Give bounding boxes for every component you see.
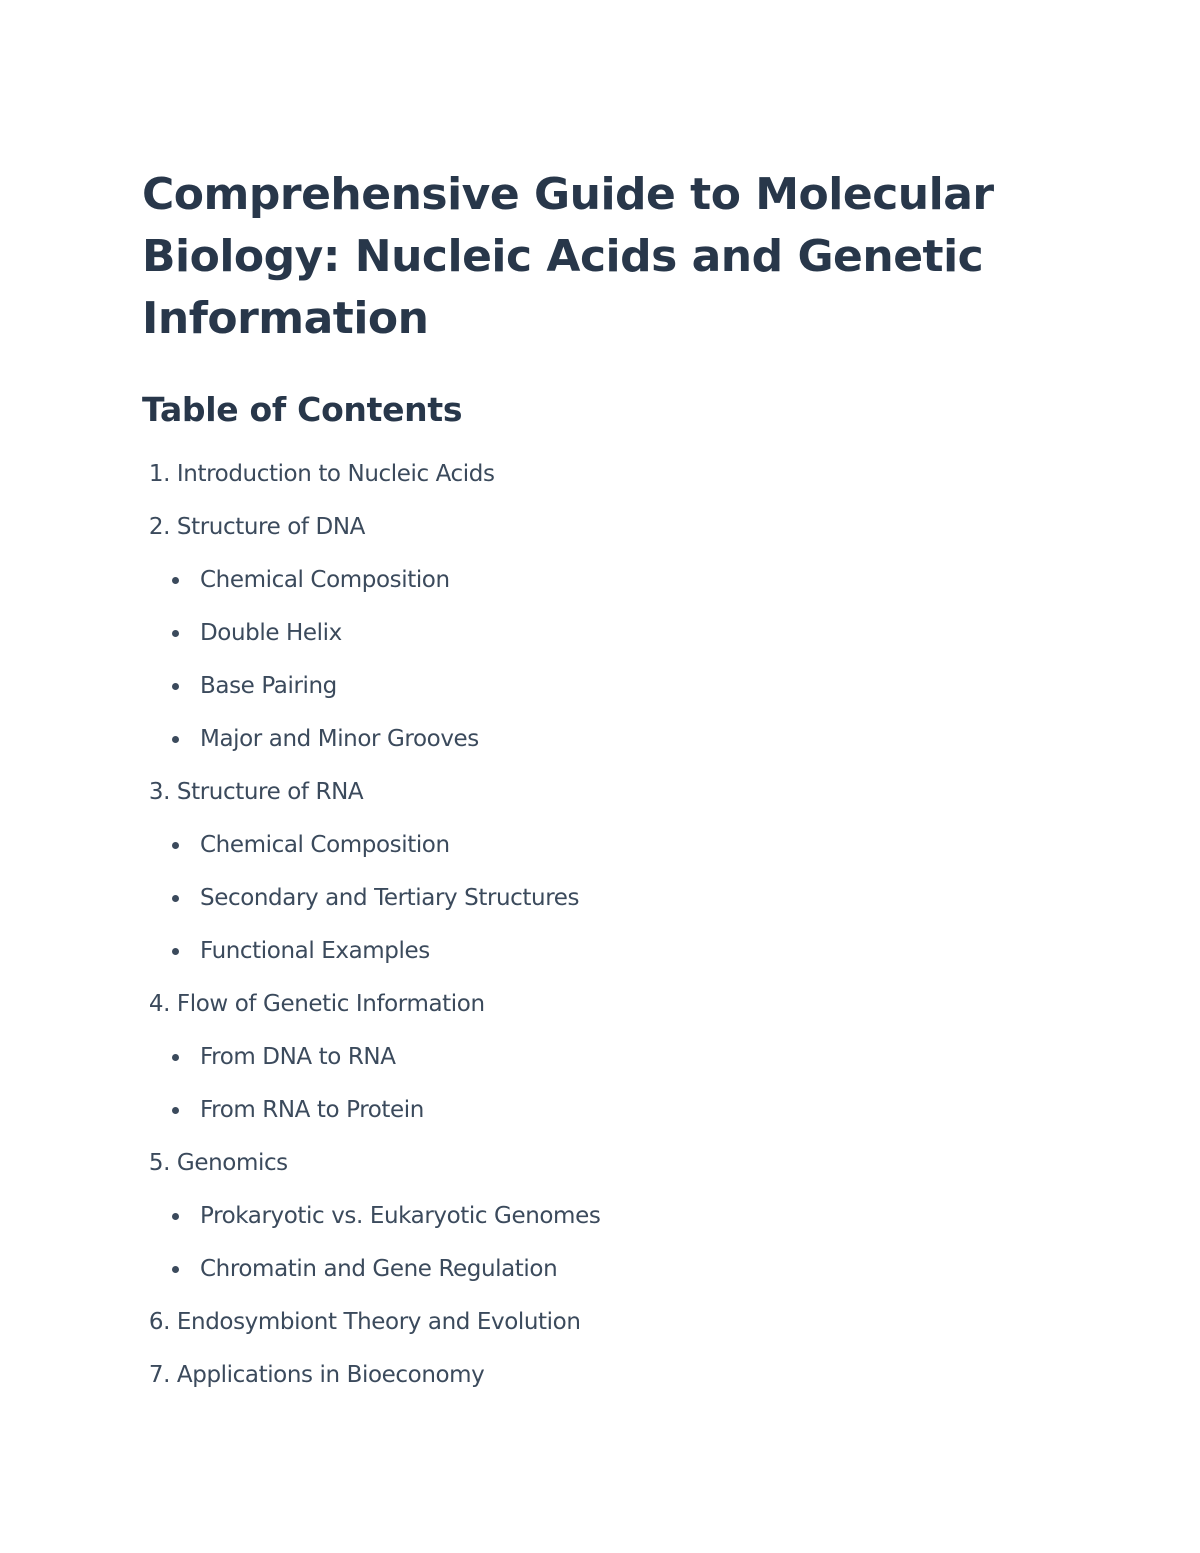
toc-entry-label: Introduction to Nucleic Acids: [176, 461, 495, 487]
bullet-icon: [172, 630, 179, 637]
bullet-icon: [172, 842, 179, 849]
toc-entry-number: 6.: [148, 1309, 170, 1335]
toc-heading: Table of Contents: [142, 390, 463, 429]
toc-entry[interactable]: [142, 1149, 1002, 1202]
toc-item: [142, 1308, 1002, 1361]
toc-subentry[interactable]: [142, 1202, 1002, 1255]
toc-entry-number: 5.: [148, 1150, 170, 1176]
table-of-contents: [142, 460, 1002, 1414]
toc-subentry[interactable]: [142, 1096, 1002, 1149]
toc-subentry[interactable]: [142, 566, 1002, 619]
bullet-icon: [172, 1054, 179, 1061]
toc-subentry-label: Chromatin and Gene Regulation: [200, 1256, 558, 1282]
bullet-icon: [172, 948, 179, 955]
bullet-icon: [172, 1107, 179, 1114]
toc-subentry[interactable]: [142, 937, 1002, 990]
toc-subentry-label: From DNA to RNA: [200, 1044, 396, 1070]
toc-item: [142, 990, 1002, 1149]
toc-subentry[interactable]: [142, 831, 1002, 884]
toc-subentry[interactable]: [142, 884, 1002, 937]
bullet-icon: [172, 736, 179, 743]
bullet-icon: [172, 683, 179, 690]
toc-subentry-label: Chemical Composition: [200, 832, 450, 858]
toc-entry-label: Genomics: [176, 1150, 288, 1176]
toc-subentry-label: Functional Examples: [200, 938, 430, 964]
toc-subentry[interactable]: [142, 619, 1002, 672]
toc-entry-number: 7.: [148, 1362, 170, 1388]
toc-entry-number: 2.: [148, 514, 170, 540]
toc-entry-label: Structure of DNA: [176, 514, 365, 540]
toc-entry-number: 3.: [148, 779, 170, 805]
toc-entry[interactable]: [142, 513, 1002, 566]
toc-item: [142, 1361, 1002, 1414]
toc-subentry-label: Major and Minor Grooves: [200, 726, 479, 752]
document-page: [142, 164, 1002, 1414]
toc-entry[interactable]: [142, 460, 1002, 513]
toc-entry-label: Structure of RNA: [176, 779, 364, 805]
toc-item: [142, 460, 1002, 513]
toc-subentry-label: From RNA to Protein: [200, 1097, 424, 1123]
toc-subentry[interactable]: [142, 1255, 1002, 1308]
toc-sublist: [142, 831, 1002, 990]
bullet-icon: [172, 1266, 179, 1273]
toc-subentry-label: Base Pairing: [200, 673, 337, 699]
toc-sublist: [142, 1043, 1002, 1149]
toc-entry-label: Endosymbiont Theory and Evolution: [176, 1309, 581, 1335]
toc-item: [142, 1149, 1002, 1308]
bullet-icon: [172, 895, 179, 902]
toc-entry[interactable]: [142, 1361, 1002, 1414]
document-title: Comprehensive Guide to Molecular Biology: Nucleic Acids and Genetic Information: [142, 169, 994, 344]
toc-subentry[interactable]: [142, 672, 1002, 725]
toc-subentry-label: Chemical Composition: [200, 567, 450, 593]
toc-entry[interactable]: [142, 1308, 1002, 1361]
toc-item: [142, 778, 1002, 990]
toc-subentry-label: Double Helix: [200, 620, 342, 646]
toc-subentry-label: Secondary and Tertiary Structures: [200, 885, 580, 911]
toc-subentry[interactable]: [142, 725, 1002, 778]
toc-entry[interactable]: [142, 778, 1002, 831]
toc-sublist: [142, 566, 1002, 778]
toc-item: [142, 513, 1002, 778]
bullet-icon: [172, 577, 179, 584]
toc-entry-number: 4.: [148, 991, 170, 1017]
toc-entry-number: 1.: [148, 461, 170, 487]
toc-entry[interactable]: [142, 990, 1002, 1043]
toc-sublist: [142, 1202, 1002, 1308]
toc-entry-label: Applications in Bioeconomy: [176, 1362, 485, 1388]
toc-entry-label: Flow of Genetic Information: [176, 991, 485, 1017]
toc-subentry-label: Prokaryotic vs. Eukaryotic Genomes: [200, 1203, 601, 1229]
bullet-icon: [172, 1213, 179, 1220]
toc-subentry[interactable]: [142, 1043, 1002, 1096]
